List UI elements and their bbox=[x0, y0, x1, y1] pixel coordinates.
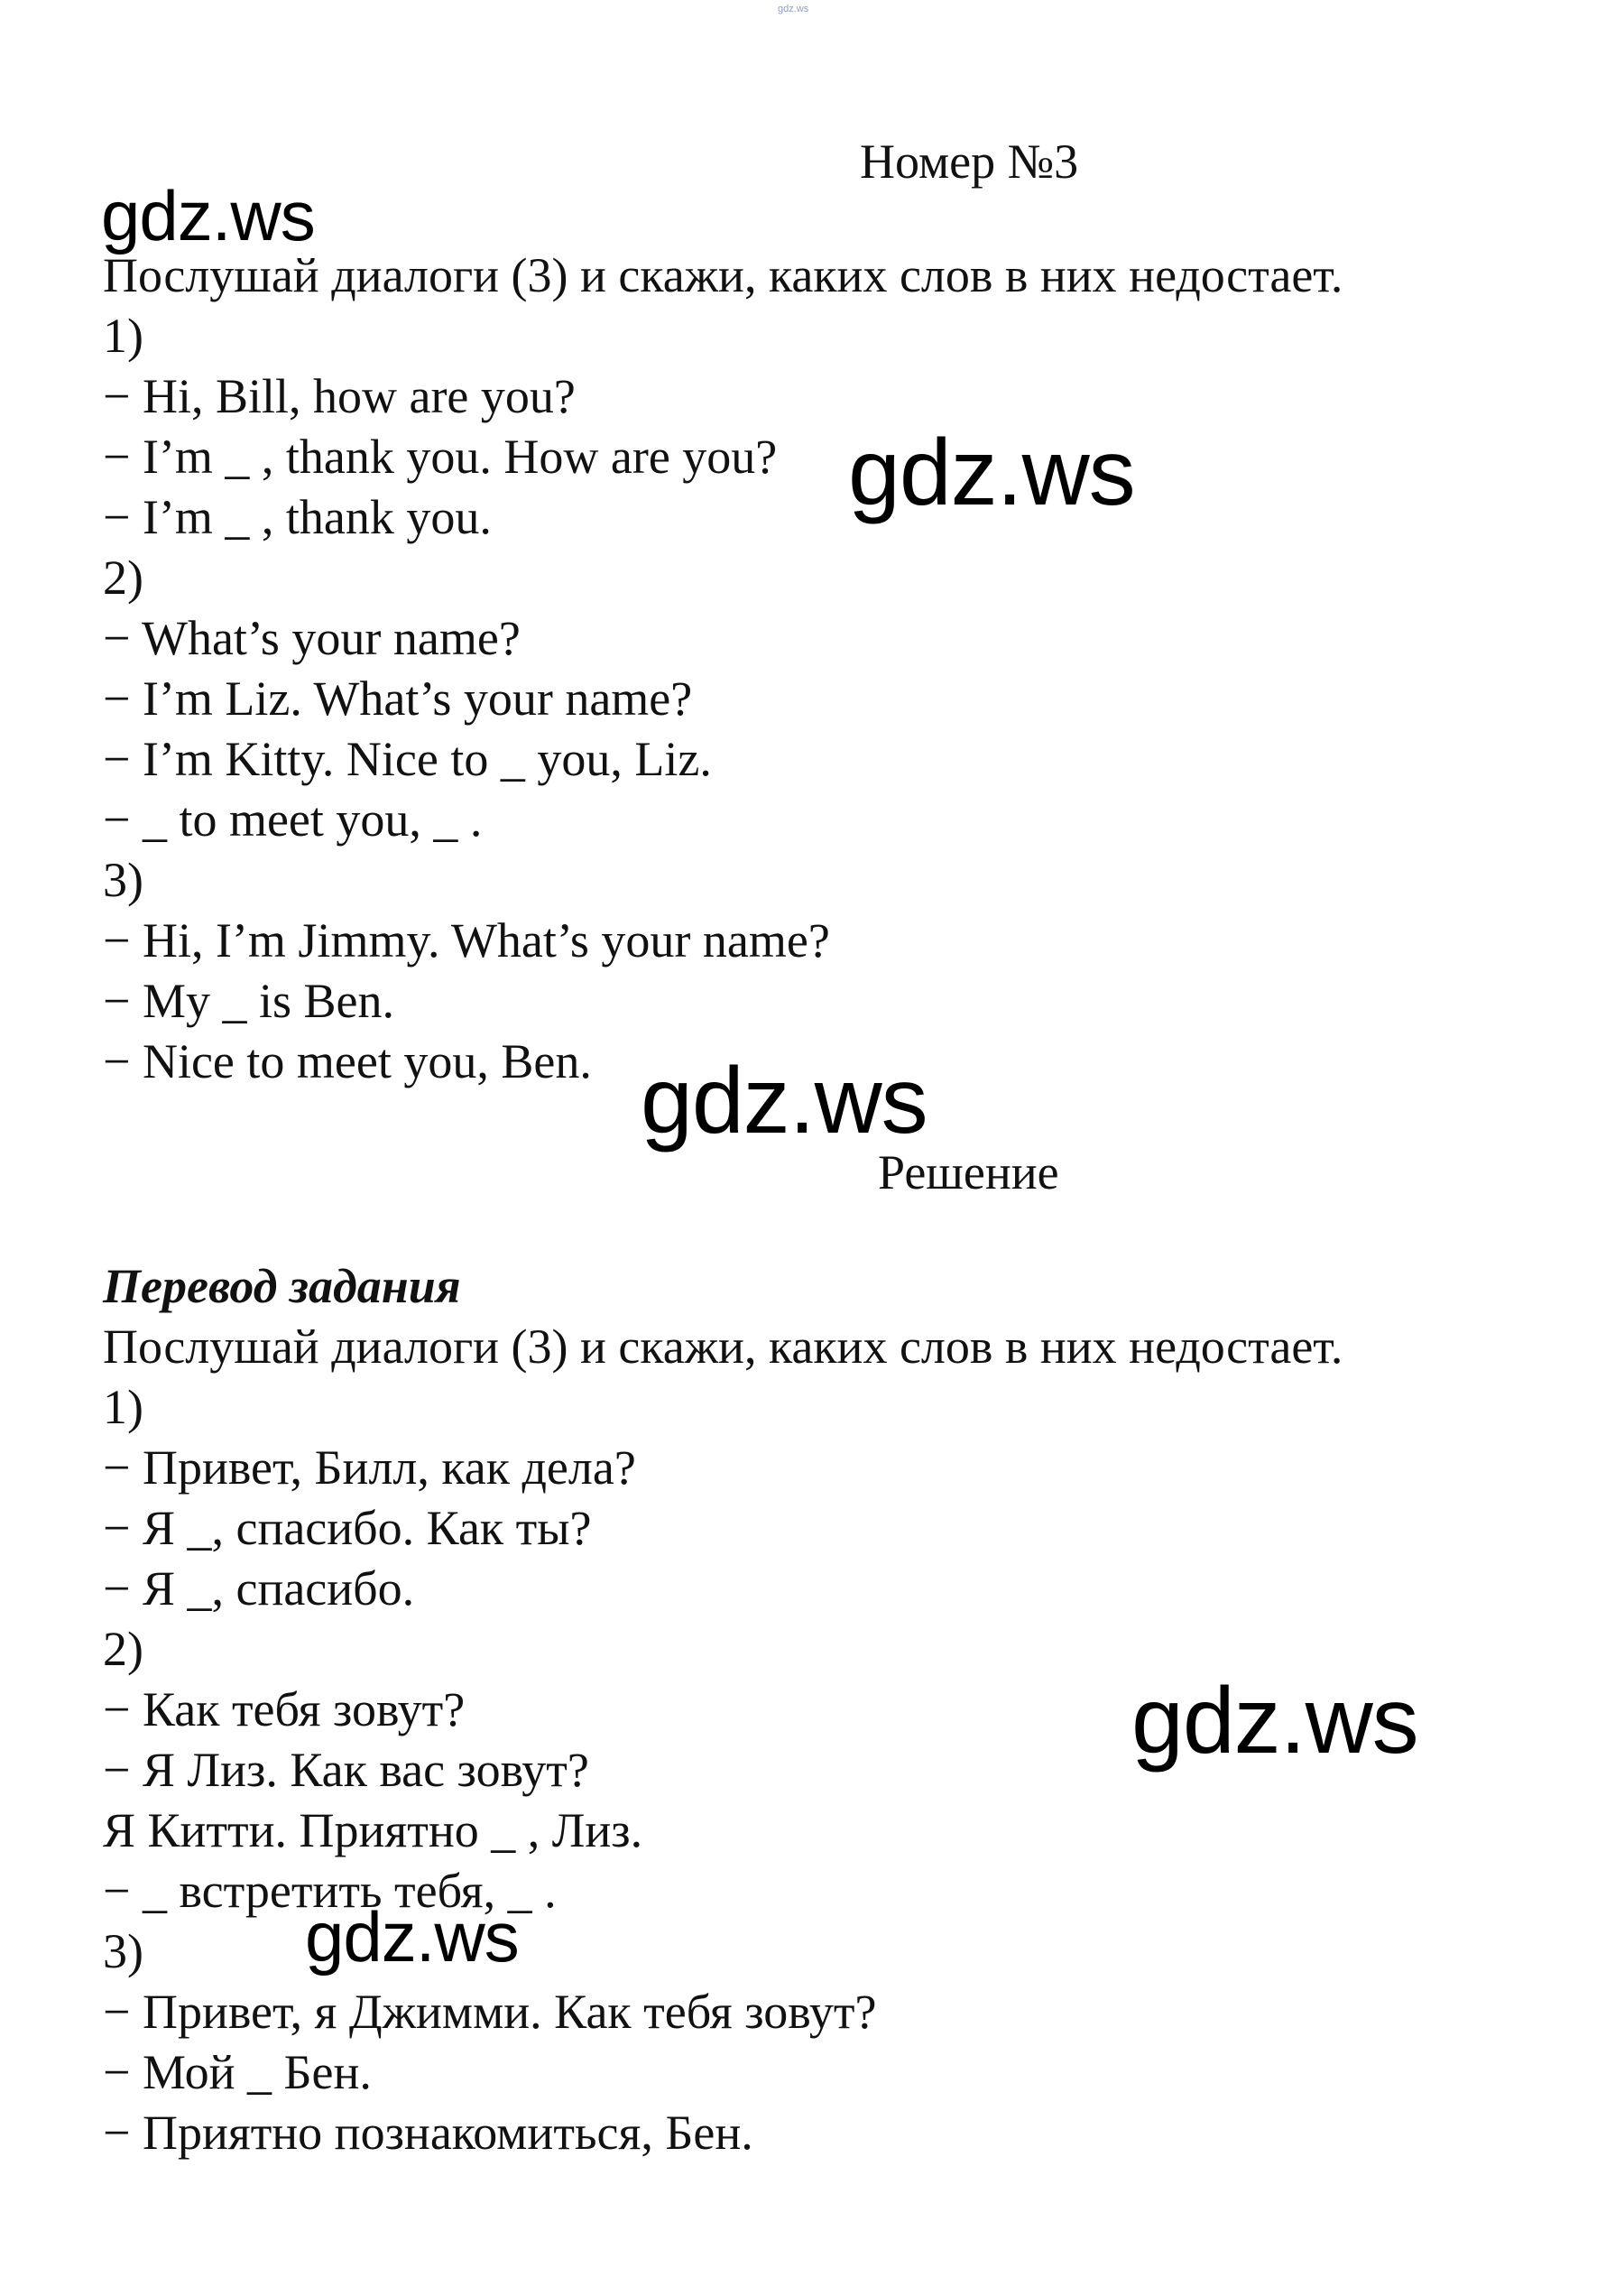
page-title: Номер №3 bbox=[860, 134, 1079, 189]
translation-line: 3) bbox=[103, 1924, 143, 1978]
task-line: − Hi, Bill, how are you? bbox=[103, 369, 576, 423]
watermark-1: gdz.ws bbox=[101, 176, 315, 255]
translation-line: − Я _, спасибо. Как ты? bbox=[103, 1501, 592, 1555]
translation-line: 1) bbox=[103, 1380, 143, 1434]
task-line: − I’m _ , thank you. How are you? bbox=[103, 430, 778, 484]
solution-label: Решение bbox=[878, 1145, 1059, 1199]
task-line: 3) bbox=[103, 853, 143, 907]
task-line: − My _ is Ben. bbox=[103, 974, 394, 1028]
translation-line: − _ встретить тебя, _ . bbox=[103, 1864, 557, 1918]
translation-line: − Как тебя зовут? bbox=[103, 1682, 466, 1736]
watermark-3: gdz.ws bbox=[641, 1049, 928, 1153]
translation-line: 2) bbox=[103, 1622, 143, 1676]
translation-line: − Я Лиз. Как вас зовут? bbox=[103, 1743, 589, 1797]
task-line: − _ to meet you, _ . bbox=[103, 792, 483, 847]
task-instruction: Послушай диалоги (3) и скажи, каких слов в них недостает. bbox=[103, 248, 1343, 302]
watermark-5: gdz.ws bbox=[305, 1897, 519, 1977]
translation-line: Я Китти. Приятно _ , Лиз. bbox=[103, 1803, 643, 1857]
task-line: − I’m _ , thank you. bbox=[103, 490, 492, 544]
watermark-2: gdz.ws bbox=[848, 421, 1135, 525]
top-site-mark: gdz.ws bbox=[778, 4, 809, 14]
watermark-4: gdz.ws bbox=[1131, 1669, 1418, 1773]
translation-heading: Перевод задания bbox=[103, 1259, 461, 1313]
translation-instruction: Послушай диалоги (3) и скажи, каких слов в них недостает. bbox=[103, 1319, 1343, 1374]
task-line: − Nice to meet you, Ben. bbox=[103, 1034, 592, 1088]
translation-line: − Я _, спасибо. bbox=[103, 1561, 415, 1616]
task-line: 1) bbox=[103, 309, 143, 363]
translation-line: − Мой _ Бен. bbox=[103, 2045, 372, 2099]
task-line: − Hi, I’m Jimmy. What’s your name? bbox=[103, 913, 830, 967]
task-line: − I’m Liz. What’s your name? bbox=[103, 671, 693, 726]
task-line: − I’m Kitty. Nice to _ you, Liz. bbox=[103, 732, 712, 786]
task-line: 2) bbox=[103, 551, 143, 605]
task-line: − What’s your name? bbox=[103, 611, 521, 665]
translation-line: − Привет, я Джимми. Как тебя зовут? bbox=[103, 1985, 877, 2039]
translation-line: − Привет, Билл, как дела? bbox=[103, 1440, 636, 1495]
translation-line: − Приятно познакомиться, Бен. bbox=[103, 2106, 753, 2160]
